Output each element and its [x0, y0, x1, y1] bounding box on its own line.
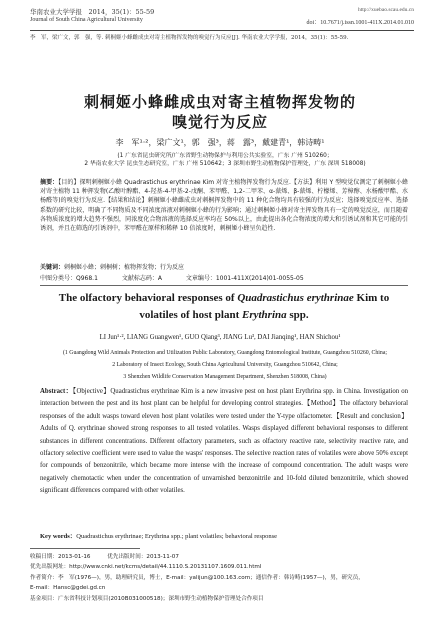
keywords-cn-text: 刺桐姬小蜂；刺桐树；植物挥发物；行为反应 — [64, 264, 185, 271]
affiliation-en-2: 2 Laboratory of Insect Ecology, South China Agricultural University, Guangzhou 510642, China; — [112, 362, 338, 368]
abstract-cn-label: 摘要： — [40, 179, 59, 186]
affiliation-cn-2: 2 华南农业大学 昆虫生态研究室，广东 广州 510642；3 深圳市野生动植物保护管理处，广东 深圳 518008) — [84, 161, 366, 167]
keywords-cn-label: 关键词： — [40, 264, 65, 271]
classification-cn — [40, 273, 408, 282]
abstract-en-text: 【Objective】Quadrastichus erythrinae Kim is a new invasive pest on host plant Erythrina spp. in China. Investigation on interaction between the pest and its host plant can be helpful for developing control strategies.【Method】The olfactory behavioral responses of the adult wasps toward eleven host plant volatiles were tested under the Y-type olfactometer.【Result and conclusion】Adults of Q. erythrinae showed strong responses to all tested volatiles. Wasps displayed different behavioral responses to different substances in different concentrations. Different olfactory parameters, such as olfactory reactive rate, selectivity reactive rate, and olfactory selective coefficient were used to value the wasps' responses. The selective reaction rates of volatiles were above 50% except for compounds of benzonitrile, which became more intense with the increase of compound concentration. The adult wasps were negatively chemotactic when under the concentration of unvarnished benzonitrile and 10-fold diluted benzonitrile, which showed significant differences compared with other volatiles. — [40, 388, 408, 495]
title-en-genus: Erythrina — [242, 309, 287, 321]
abstract-en-label: Abstract： — [40, 388, 73, 395]
journal-name-en: Journal of South China Agricultural University — [30, 17, 143, 23]
journal-header — [30, 4, 414, 31]
keywords-cn — [40, 262, 408, 271]
footnote-divider — [30, 548, 140, 549]
title-en-part: spp. — [286, 309, 309, 321]
author-email: E-mail：Hansc@gdei.gd.cn — [30, 585, 106, 592]
keywords-en — [40, 531, 408, 540]
authors-en: LI Jun¹·², LIANG Guangwen¹, GUO Qiang³, JIANG Lu³, DAI Jianqing¹, HAN Shichou¹ — [99, 334, 341, 341]
affiliation-en-3: 3 Shenzhen Wildlife Conservation Management Department, Shenzhen 518008, China) — [123, 374, 327, 380]
author-info: 作者简介：李 军(1976—)，男，助理研究员，博士，E-mail：yalijun@100.163.com；通信作者：韩诗畴(1957—)，男，研究员， — [30, 574, 364, 581]
online-url: 优先出版网址：http://www.cnki.net/kcms/detail/44.1110.S.20131107.1609.011.html — [30, 564, 262, 571]
document-code: 文献标志码：A — [121, 275, 162, 282]
abstract-cn-text: 【目的】探明刺桐姬小蜂 Quadrastichus erythrinae Kim 对寄主植物挥发物行为反应.【方法】利用 Y 型嗅觉仪测定了刺桐姬小蜂对寄主植物 11 种挥发物(乙酸叶醇酯、4-羟基-4-甲基-2-戊酮、苯甲醛、1,2-二甲苯、α-蒎烯、β-蒎烯、柠檬烯、芳樟醇、水杨酸甲酯、水杨醛等)的嗅觉行为反应.【结果和结论】刺桐姬小蜂雌成虫对刺桐挥发物中的 11 种化合物均具有较强的行为反应；选择嗅觉反应率、选择系数的研究比较，明确了不同物质及不同浓度溶液对刺桐姬小蜂的行为影响；通过刺桐姬小蜂对寄主挥发物具有一定的嗅觉反应，而且随着各物质浓度的增大趋势不强烈，同浓度化合物溶液的选择反应率均在 50%以上，由此提出各化合物浓度的增大和引诱试剂和其它可能的引诱剂，并且在筛选的引诱剂中，苯甲醛在原样和稀释 10 倍浓度时，刺桐姬小蜂呈负趋性. — [40, 179, 408, 233]
received-date: 收稿日期：2013-01-16 优先出版时间：2013-11-07 — [30, 554, 179, 560]
title-en-species: Quadrastichus erythrinae — [237, 292, 354, 304]
footnotes — [30, 552, 414, 604]
citation-line: 李 军，梁广文，郭 强，等. 刺桐姬小蜂雌成虫对寄主植物挥发物的嗅觉行为反应[J]. 华南农业大学学报，2014，35(1)：55-59. — [30, 35, 349, 41]
title-cn-line1: 刺桐姬小蜂雌成虫对寄主植物挥发物的 — [83, 93, 356, 111]
affiliations-en — [40, 347, 410, 383]
section-divider — [40, 285, 408, 286]
keywords-en-label: Key words： — [40, 533, 77, 540]
title-en — [38, 290, 410, 324]
title-cn-line2: 嗅觉行为反应 — [171, 113, 268, 131]
doi: doi：10.7671/j.issn.1001-411X.2014.01.010 — [306, 20, 414, 26]
title-en-part: The olfactory behavioral responses of — [58, 292, 238, 304]
keywords-en-text: Quadrastichus erythrinae; Erythrina spp.; plant volatiles; behavioral response — [76, 533, 278, 540]
abstract-en — [40, 386, 408, 498]
journal-name-cn: 华南农业大学学报 2014，35(1)：55-59 — [30, 8, 155, 16]
authors-cn: 李 军¹·²，梁广文¹，郭 强³，蒋 露³，戴建青¹，韩诗畴¹ — [115, 138, 325, 147]
affiliations-cn — [40, 152, 410, 168]
article-number: 文章编号：1001-411X(2014)01-0055-05 — [185, 275, 304, 282]
journal-url: http://xuebao.scau.edu.cn — [357, 7, 414, 13]
title-en-part: Kim to — [353, 292, 390, 304]
title-en-part: volatiles of host plant — [139, 309, 242, 321]
clc-number: 中图分类号：Q968.1 — [40, 275, 98, 282]
abstract-cn — [40, 178, 408, 233]
affiliation-cn-1: (1 广东省昆虫研究所/广东省野生动物保护与利用公共实验室，广东 广州 510260； — [117, 153, 333, 159]
affiliation-en-1: (1 Guangdong Wild Animals Protection and Utilization Public Laboratory, Guangdong Entomological Institute, Guangzhou 510260, China; — [62, 350, 388, 356]
title-cn — [0, 92, 440, 132]
fund-info: 基金项目：广东省科技计划项目(2010B031000518)；深圳市野生动植物保护管理处合作项目 — [30, 595, 264, 602]
